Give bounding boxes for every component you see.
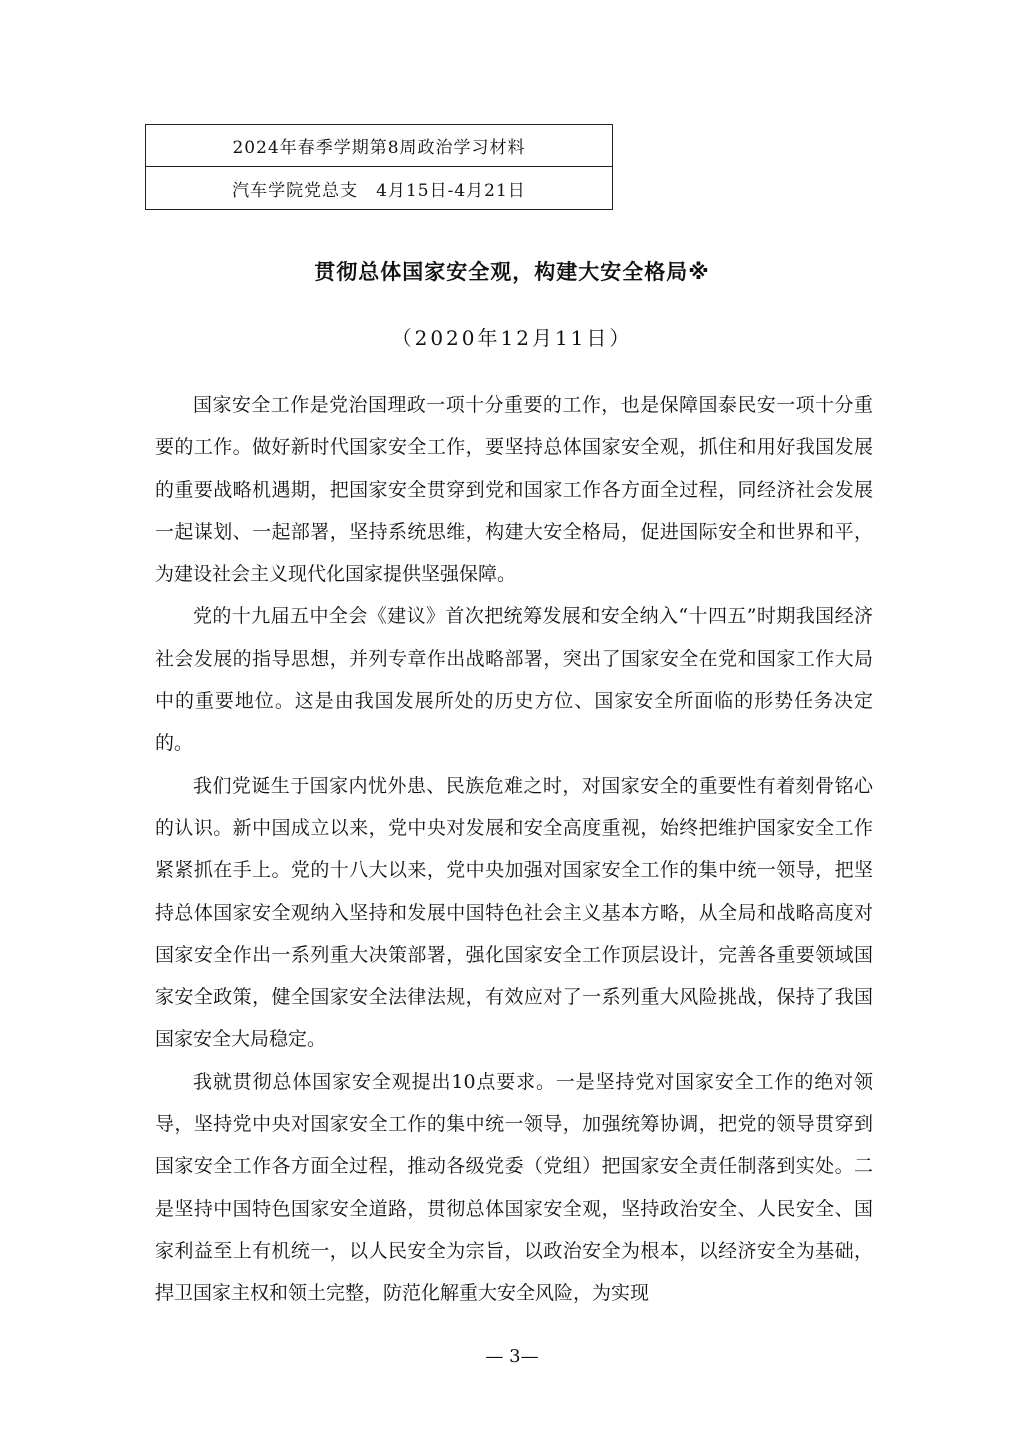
paragraph-3: 我们党诞生于国家内忧外患、民族危难之时，对国家安全的重要性有着刻骨铭心的认识。新中国成立以来，党中央对发展和安全高度重视，始终把维护国家安全工作紧紧抓在手上。党的十八大以来，党中央加强对国家安全工作的集中统一领导，把坚持总体国家安全观纳入坚持和发展中国特色社会主义基本方略，从全局和战略高度对国家安全作出一系列重大决策部署，强化国家安全工作顶层设计，完善各重要领域国家安全政策，健全国家安全法律法规，有效应对了一系列重大风险挑战，保持了我国国家安全大局稳定。 — [155, 774, 873, 1051]
header-material-title: 2024年春季学期第8周政治学习材料 — [232, 138, 526, 158]
header-org-date-row — [146, 167, 612, 209]
header-organization: 汽车学院党总支 — [232, 180, 359, 201]
paragraph-1: 国家安全工作是党治国理政一项十分重要的工作，也是保障国泰民安一项十分重要的工作。做好新时代国家安全工作，要坚持总体国家安全观，抓住和用好我国发展的重要战略机遇期，把国家安全贯穿到党和国家工作各方面全过程，同经济社会发展一起谋划、一起部署，坚持系统思维，构建大安全格局，促进国际安全和世界和平，为建设社会主义现代化国家提供坚强保障。 — [155, 394, 873, 586]
header-material-title-row — [146, 125, 612, 167]
article-body — [155, 384, 873, 1315]
header-date-range: 4月15日-4月21日 — [376, 180, 526, 201]
paragraph-2: 党的十九届五中全会《建议》首次把统筹发展和安全纳入“十四五”时期我国经济社会发展的指导思想，并列专章作出战略部署，突出了国家安全在党和国家工作大局中的重要地位。这是由我国发展所处的历史方位、国家安全所面临的形势任务决定的。 — [155, 605, 873, 755]
page-number: — 3— — [485, 1346, 539, 1367]
article-title: 贯彻总体国家安全观，构建大安全格局※ — [314, 260, 710, 284]
paragraph-4: 我就贯彻总体国家安全观提出10点要求。一是坚持党对国家安全工作的绝对领导，坚持党中央对国家安全工作的集中统一领导，加强统筹协调，把党的领导贯穿到国家安全工作各方面全过程，推动各级党委（党组）把国家安全责任制落到实处。二是坚持中国特色国家安全道路，贯彻总体国家安全观，坚持政治安全、人民安全、国家利益至上有机统一，以人民安全为宗旨，以政治安全为根本，以经济安全为基础，捍卫国家主权和领土完整，防范化解重大安全风险，为实现 — [155, 1070, 873, 1305]
header-box — [145, 124, 613, 210]
article-date: （2020年12月11日） — [391, 326, 633, 350]
